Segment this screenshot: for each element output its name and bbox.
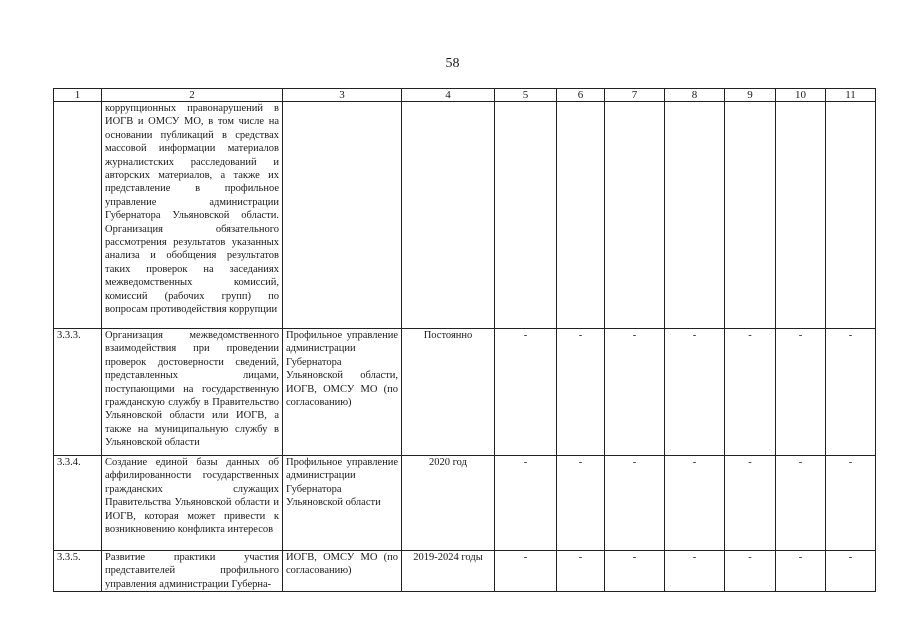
term-text: 2020 год: [402, 456, 495, 551]
item-number: 3.3.5.: [54, 551, 102, 592]
item-number: 3.3.3.: [54, 329, 102, 456]
item-number: [54, 102, 102, 329]
column-header: 8: [665, 89, 725, 102]
value-cell: -: [665, 329, 725, 456]
value-cell: -: [557, 329, 605, 456]
value-cell: -: [605, 329, 665, 456]
value-cell: -: [826, 456, 876, 551]
executor-text: Профильное управление администрации Губернатора Ульяновской области, ИОГВ, ОМСУ МО (по согласованию): [283, 329, 402, 456]
value-cell: [605, 102, 665, 329]
page-number: 58: [445, 56, 460, 71]
table-row: [54, 102, 876, 329]
term-text: Постоянно: [402, 329, 495, 456]
term-text: [402, 102, 495, 329]
measure-text: Создание единой базы данных об аффилированности государственных гражданских служащих Правительства Ульяновской области и ИОГВ, которая может привести к возникновению конфликта интересов: [102, 456, 283, 551]
value-cell: [665, 102, 725, 329]
column-header: 6: [557, 89, 605, 102]
table-row: [54, 456, 876, 551]
table-row: [54, 329, 876, 456]
column-header: 10: [776, 89, 826, 102]
value-cell: [557, 102, 605, 329]
item-number: 3.3.4.: [54, 456, 102, 551]
value-cell: -: [776, 329, 826, 456]
measures-table: [53, 88, 876, 592]
measure-text: Развитие практики участия представителей профильного управления администрации Губерна-: [102, 551, 283, 592]
value-cell: [776, 102, 826, 329]
column-number-row: [54, 89, 876, 102]
value-cell: -: [725, 329, 776, 456]
value-cell: -: [557, 551, 605, 592]
value-cell: [725, 102, 776, 329]
value-cell: -: [605, 456, 665, 551]
value-cell: -: [725, 551, 776, 592]
column-header: 1: [54, 89, 102, 102]
value-cell: [495, 102, 557, 329]
value-cell: -: [665, 456, 725, 551]
value-cell: -: [826, 329, 876, 456]
value-cell: [826, 102, 876, 329]
column-header: 7: [605, 89, 665, 102]
value-cell: -: [495, 551, 557, 592]
measure-text: Организация межведомственного взаимодействия при проведении проверок достоверности сведений, представленных лицами, поступающими на государственную гражданскую службу в Правительство Ульяновской области или ИОГВ, а также на муниципальную службу в Ульяновской области: [102, 329, 283, 456]
term-text: 2019-2024 годы: [402, 551, 495, 592]
value-cell: -: [605, 551, 665, 592]
column-header: 11: [826, 89, 876, 102]
executor-text: Профильное управление администрации Губернатора Ульяновской области: [283, 456, 402, 551]
executor-text: ИОГВ, ОМСУ МО (по согласованию): [283, 551, 402, 592]
value-cell: -: [776, 551, 826, 592]
measure-text: коррупционных правонарушений в ИОГВ и ОМСУ МО, в том числе на основании публикаций в средствах массовой информации материалов журналистских расследований и авторских материалов, а также их представление в профильное управление администрации Губернатора Ульяновской области. Организация обязательного рассмотрения результатов указанных анализа и обобщения результатов таких проверок на заседаниях межведомственных комиссий, комиссий (рабочих групп) по вопросам противодействия коррупции: [102, 102, 283, 329]
column-header: 4: [402, 89, 495, 102]
value-cell: -: [495, 456, 557, 551]
column-header: 9: [725, 89, 776, 102]
executor-text: [283, 102, 402, 329]
value-cell: -: [665, 551, 725, 592]
value-cell: -: [725, 456, 776, 551]
value-cell: -: [776, 456, 826, 551]
column-header: 5: [495, 89, 557, 102]
column-header: 2: [102, 89, 283, 102]
column-header: 3: [283, 89, 402, 102]
value-cell: -: [826, 551, 876, 592]
value-cell: -: [495, 329, 557, 456]
value-cell: -: [557, 456, 605, 551]
table-row: [54, 551, 876, 592]
